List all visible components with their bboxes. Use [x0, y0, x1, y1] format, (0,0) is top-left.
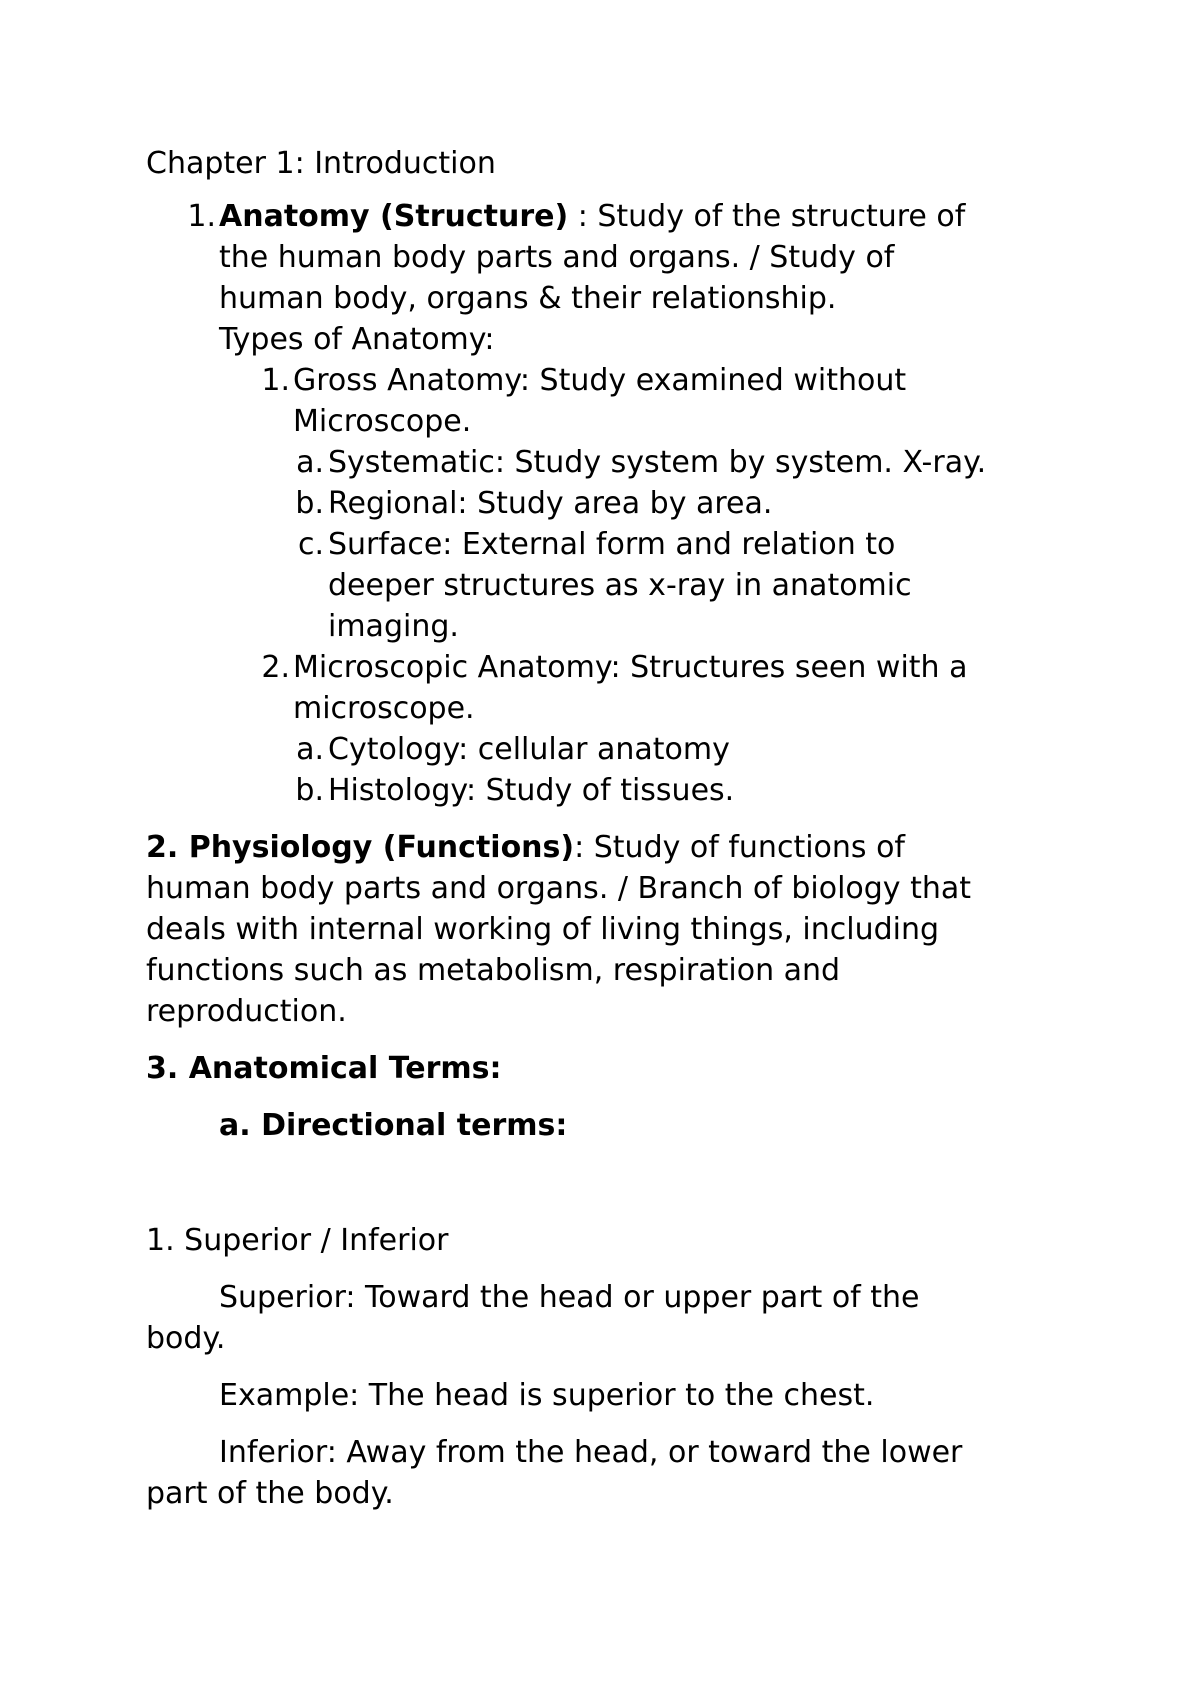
physiology-line-4: functions such as metabolism, respiration and — [146, 953, 841, 988]
anatomy-definition-line-1 — [219, 198, 965, 236]
cytology-item: Cytology: cellular anatomy — [328, 732, 730, 767]
gross-anatomy-line-2: Microscope. — [293, 404, 472, 439]
surface-item-line-3: imaging. — [328, 609, 459, 644]
microscopic-anatomy-line-1: Microscopic Anatomy: Structures seen with a — [293, 650, 968, 685]
surface-letter: c. — [297, 527, 324, 562]
surface-item-line-2: deeper structures as x-ray in anatomic — [328, 568, 912, 603]
gross-anatomy-line-1: Gross Anatomy: Study examined without — [293, 363, 907, 398]
types-of-anatomy-label: Types of Anatomy: — [219, 322, 495, 357]
microscopic-anatomy-number: 2. — [261, 650, 290, 685]
systematic-letter: a. — [296, 445, 324, 480]
superior-definition-line-1: Superior: Toward the head or upper part of the — [219, 1280, 920, 1315]
histology-item: Histology: Study of tissues. — [328, 773, 735, 808]
microscopic-anatomy-line-2: microscope. — [293, 691, 475, 726]
physiology-definition-start: : Study of functions of — [574, 830, 905, 865]
physiology-line-1 — [146, 829, 905, 867]
regional-letter: b. — [295, 486, 324, 521]
superior-example: Example: The head is superior to the chest. — [219, 1378, 875, 1413]
anatomical-terms-heading: 3. Anatomical Terms: — [146, 1051, 502, 1086]
chapter-title: Chapter 1: Introduction — [146, 146, 496, 181]
anatomy-definition-line-2: the human body parts and organs. / Study of — [219, 240, 895, 275]
anatomy-term: Anatomy (Structure) — [219, 199, 569, 234]
directional-terms-heading: a. Directional terms: — [219, 1108, 568, 1143]
gross-anatomy-number: 1. — [261, 363, 290, 398]
anatomy-definition-line-3: human body, organs & their relationship. — [219, 281, 837, 316]
physiology-line-3: deals with internal working of living things, including — [146, 912, 940, 947]
cytology-letter: a. — [296, 732, 324, 767]
systematic-item: Systematic: Study system by system. X-ray. — [328, 445, 987, 480]
inferior-definition-line-2: part of the body. — [146, 1476, 394, 1511]
surface-item-line-1: Surface: External form and relation to — [328, 527, 896, 562]
anatomy-number: 1. — [187, 199, 216, 234]
regional-item: Regional: Study area by area. — [328, 486, 773, 521]
superior-inferior-heading: 1. Superior / Inferior — [146, 1223, 449, 1258]
physiology-line-2: human body parts and organs. / Branch of biology that — [146, 871, 972, 906]
histology-letter: b. — [295, 773, 324, 808]
physiology-line-5: reproduction. — [146, 994, 347, 1029]
inferior-definition-line-1: Inferior: Away from the head, or toward the lower — [219, 1435, 963, 1470]
anatomy-definition-start: : Study of the structure of — [568, 199, 966, 234]
physiology-term: 2. Physiology (Functions) — [146, 830, 575, 865]
superior-definition-line-2: body. — [146, 1321, 226, 1356]
